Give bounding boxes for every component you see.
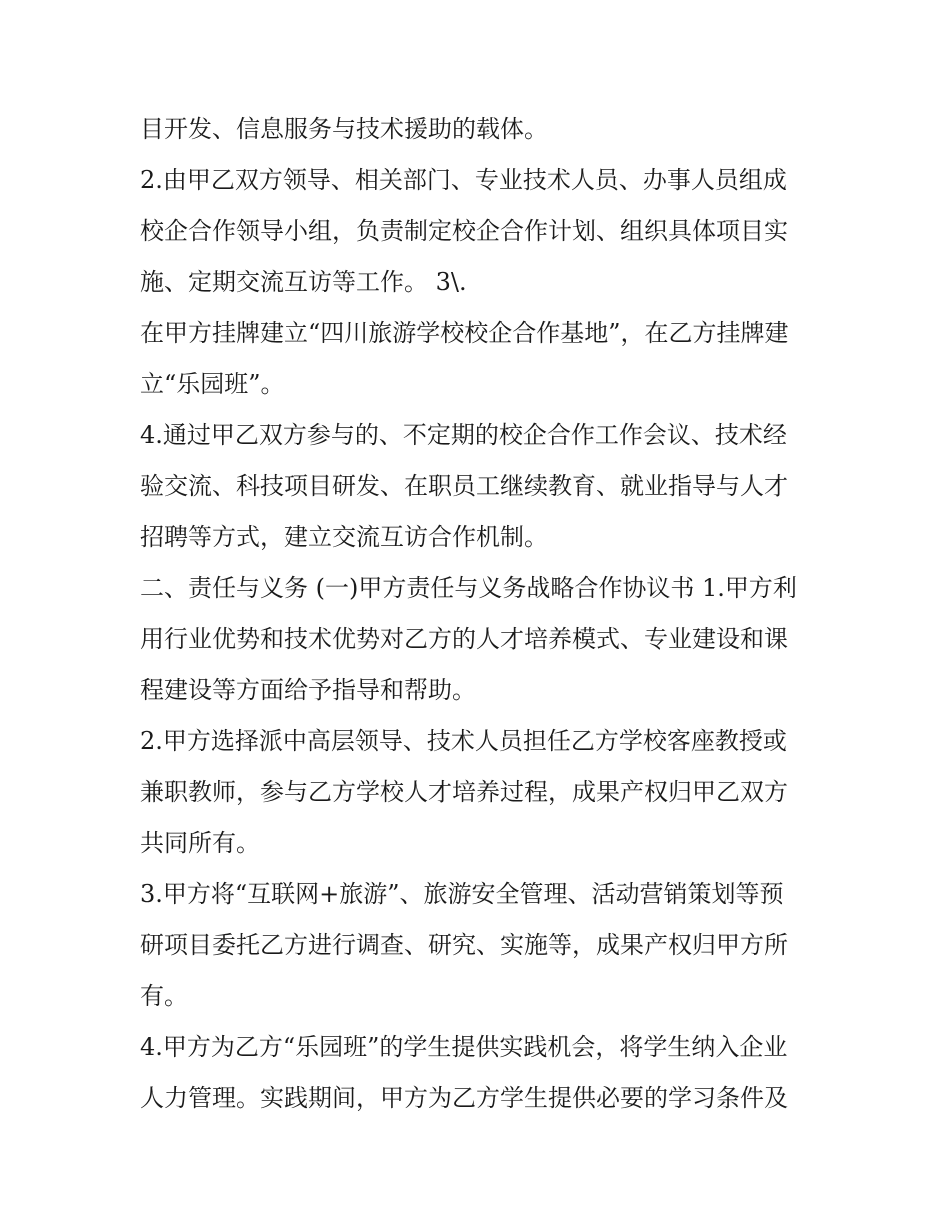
text-line: 研项目委托乙方进行调查、研究、实施等，成果产权归甲方所 — [140, 931, 788, 959]
text-line: 二、责任与义务 (一)甲方责任与义务战略合作协议书 1.甲方利 — [140, 574, 797, 602]
text-line: 3.甲方将“互联网+旅游”、旅游安全管理、活动营销策划等预 — [140, 880, 784, 908]
text-line: 立“乐园班”。 — [140, 370, 285, 398]
text-line: 4.甲方为乙方“乐园班”的学生提供实践机会，将学生纳入企业 — [140, 1033, 788, 1061]
text-line: 施、定期交流互访等工作。 3\. — [140, 268, 467, 296]
text-line: 兼职教师，参与乙方学校人才培养过程，成果产权归甲乙双方 — [140, 778, 788, 806]
text-line: 程建设等方面给予指导和帮助。 — [140, 676, 476, 704]
text-line: 用行业优势和技术优势对乙方的人才培养模式、专业建设和课 — [140, 625, 788, 653]
text-line: 在甲方挂牌建立“四川旅游学校校企合作基地”，在乙方挂牌建 — [140, 319, 789, 347]
text-line: 招聘等方式，建立交流互访合作机制。 — [140, 523, 548, 551]
text-line: 验交流、科技项目研发、在职员工继续教育、就业指导与人才 — [140, 472, 788, 500]
text-line: 2.由甲乙双方领导、相关部门、专业技术人员、办事人员组成 — [140, 166, 787, 194]
text-line: 校企合作领导小组，负责制定校企合作计划、组织具体项目实 — [140, 217, 788, 245]
text-line: 有。 — [140, 982, 188, 1010]
text-line: 人力管理。实践期间，甲方为乙方学生提供必要的学习条件及 — [140, 1084, 788, 1112]
text-line: 4.通过甲乙双方参与的、不定期的校企合作工作会议、技术经 — [140, 421, 787, 449]
document-body — [140, 104, 820, 1124]
text-line: 2.甲方选择派中高层领导、技术人员担任乙方学校客座教授或 — [140, 727, 787, 755]
text-line: 共同所有。 — [140, 829, 260, 857]
text-line: 目开发、信息服务与技术援助的载体。 — [140, 115, 548, 143]
